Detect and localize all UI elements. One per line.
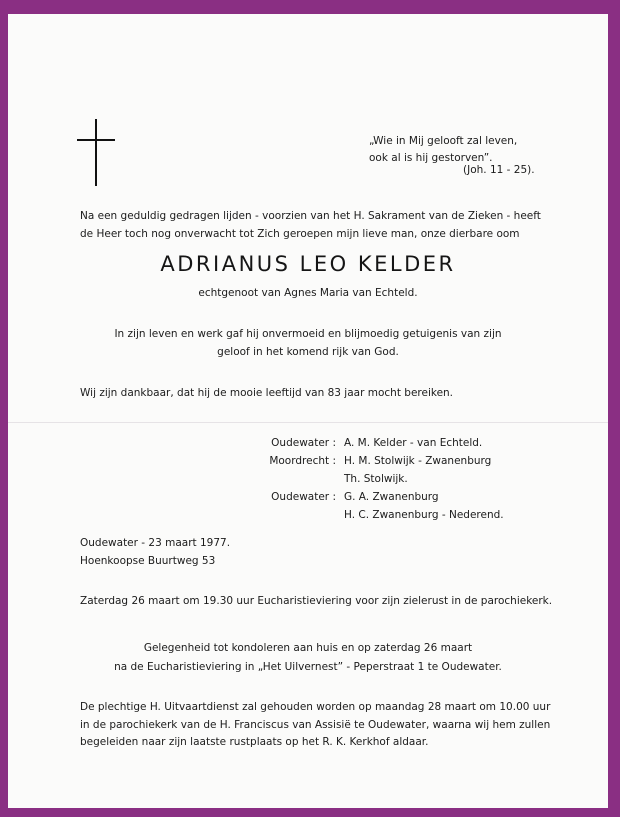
announcement-line-2: de Heer toch nog onverwacht tot Zich geroepen mijn lieve man, onze dierbare oom (80, 227, 520, 240)
condolence-notice (8, 639, 608, 677)
deceased-name: ADRIANUS LEO KELDER (160, 252, 456, 276)
family-names (344, 434, 504, 524)
family-name: G. A. Zwanenburg (344, 491, 439, 503)
quote-line-2: ook al is hij gestorven”. (369, 151, 493, 164)
family-place: Moordrecht : (269, 455, 336, 467)
cross-vertical-bar (95, 119, 97, 186)
mass-notice: Zaterdag 26 maart om 19.30 uur Eucharistieviering voor zijn zielerust in de parochiekerk. (80, 595, 553, 607)
family-name: H. M. Stolwijk - Zwanenburg (344, 455, 492, 467)
date-line: Oudewater - 23 maart 1977. (80, 537, 231, 549)
testimony-line-1: In zijn leven en werk gaf hij onvermoeid en blijmoedig getuigenis van zijn (114, 328, 502, 340)
family-name: H. C. Zwanenburg - Nederend. (344, 509, 504, 521)
quote-line-1: „Wie in Mij gelooft zal leven, (369, 135, 518, 147)
cross-horizontal-bar (77, 139, 115, 141)
funeral-line-1: De plechtige H. Uitvaartdienst zal gehouden worden op maandag 28 maart om 10.00 uur (80, 701, 551, 713)
family-place: Oudewater : (271, 491, 336, 503)
funeral-line-2: in de parochiekerk van de H. Franciscus van Assisië te Oudewater, waarna wij hem zullen (80, 718, 551, 731)
quote-reference: (Joh. 11 - 25). (463, 164, 535, 176)
date-address (80, 534, 230, 570)
family-place (267, 506, 336, 524)
condolence-line-2: na de Eucharistieviering in „Het Uilvernest” - Peperstraat 1 te Oudewater. (114, 661, 502, 673)
condolence-line-1: Gelegenheid tot kondoleren aan huis en op zaterdag 26 maart (143, 642, 473, 654)
gratitude-line: Wij zijn dankbaar, dat hij de mooie leeftijd van 83 jaar mocht bereiken. (80, 387, 454, 399)
announcement-text (80, 208, 541, 243)
announcement-line-1: Na een geduldig gedragen lijden - voorzien van het H. Sakrament van de Zieken - heeft (80, 210, 541, 222)
testimony-text (8, 325, 608, 361)
funeral-line-3: begeleiden naar zijn laatste rustplaats op het R. K. Kerkhof aldaar. (80, 736, 429, 748)
family-name: Th. Stolwijk. (344, 473, 408, 485)
family-place (267, 470, 336, 488)
bible-quote (369, 133, 517, 166)
family-name: A. M. Kelder - van Echteld. (344, 437, 483, 449)
family-places (267, 434, 336, 524)
family-place: Oudewater : (271, 437, 336, 449)
fold-line (8, 422, 608, 423)
spouse-line: echtgenoot van Agnes Maria van Echteld. (198, 287, 418, 299)
testimony-line-2: geloof in het komend rijk van God. (217, 346, 399, 358)
funeral-notice (80, 699, 550, 752)
address-line: Hoenkoopse Buurtweg 53 (80, 555, 216, 567)
